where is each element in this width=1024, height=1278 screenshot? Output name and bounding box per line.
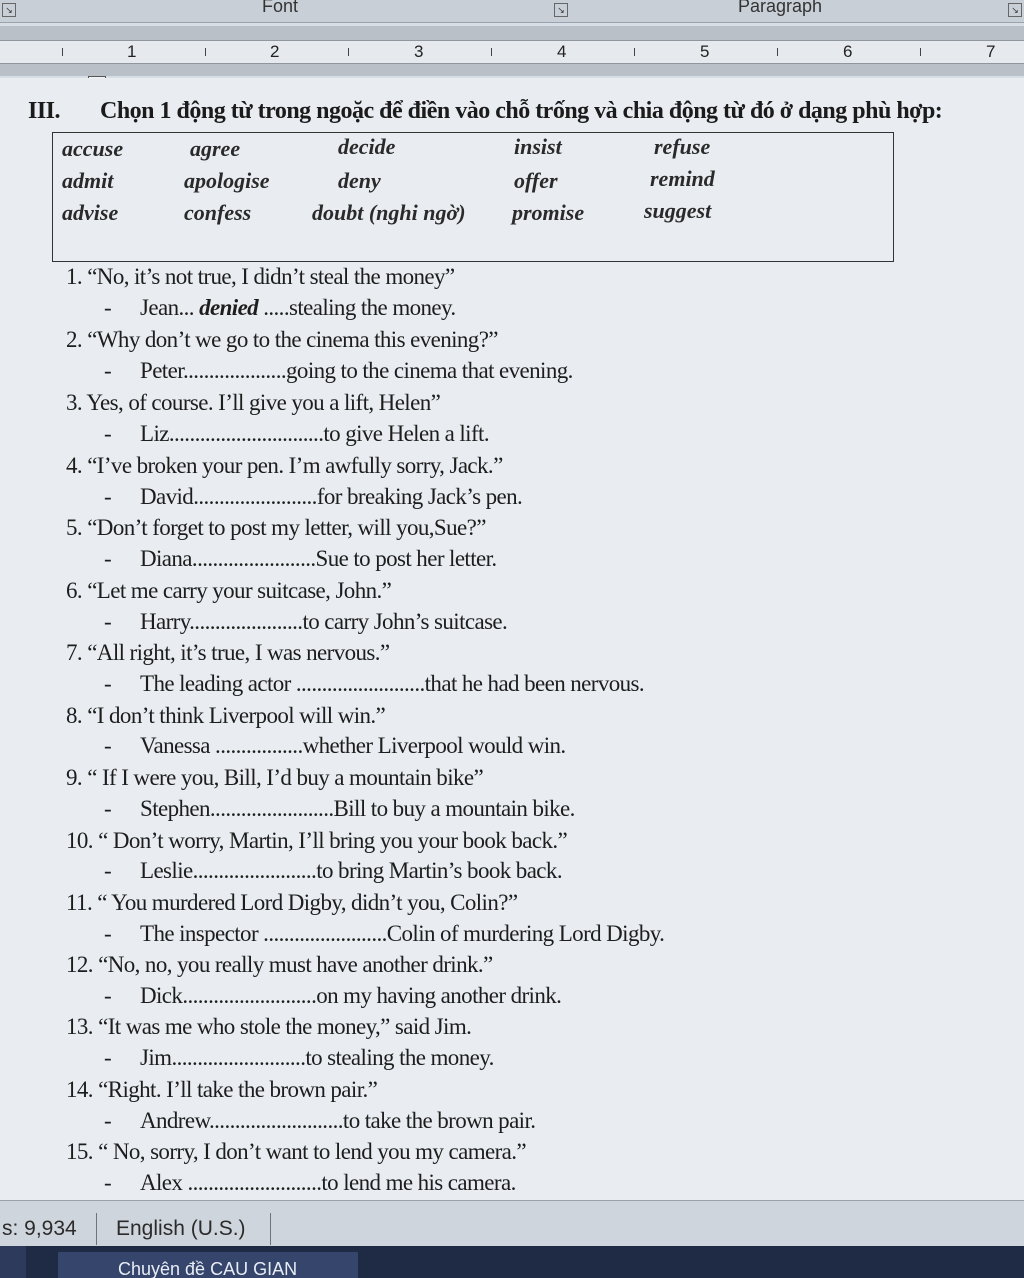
answer-blank[interactable]: .......................... bbox=[171, 1045, 306, 1070]
word-count[interactable]: s: 9,934 bbox=[2, 1217, 77, 1240]
answer-line-2: - Peter....................going to the cinema that evening. bbox=[104, 358, 573, 383]
ruler-tick bbox=[491, 48, 492, 56]
question-9: 9. “ If I were you, Bill, I’d buy a mountain bike” bbox=[66, 765, 484, 790]
question-13: 13. “It was me who stole the money,” said Jim. bbox=[66, 1014, 472, 1039]
ruler-tick bbox=[62, 48, 63, 56]
answer-blank[interactable]: ................. bbox=[209, 733, 303, 758]
answer-blank[interactable]: ........................ bbox=[192, 858, 317, 883]
answer-blank[interactable]: ......................... bbox=[290, 671, 425, 696]
font-dialog-launcher-icon[interactable]: ↘ bbox=[554, 3, 568, 17]
answer-blank[interactable]: .............................. bbox=[168, 421, 324, 446]
answer-blank[interactable]: ........................ bbox=[258, 921, 387, 946]
verb-word: advise bbox=[62, 200, 119, 225]
answer-line-10: - Leslie........................to bring Martin’s book back. bbox=[104, 858, 562, 883]
answer-blank[interactable]: .......................... bbox=[182, 1170, 322, 1195]
question-14: 14. “Right. I’ll take the brown pair.” bbox=[66, 1077, 378, 1102]
question-4: 4. “I’ve broken your pen. I’m awfully sorry, Jack.” bbox=[66, 453, 503, 478]
verb-word: deny bbox=[338, 168, 381, 193]
verb-word: admit bbox=[62, 168, 114, 193]
font-group-label: Font bbox=[262, 0, 299, 16]
answer-line-11: - The inspector ........................Colin of murdering Lord Digby. bbox=[104, 921, 665, 946]
question-2: 2. “Why don’t we go to the cinema this evening?” bbox=[66, 327, 498, 352]
ruler-number: 3 bbox=[414, 42, 424, 61]
answer-line-15: - Alex ..........................to lend me his camera. bbox=[104, 1170, 516, 1195]
answer-blank[interactable]: denied bbox=[199, 295, 259, 320]
language-indicator[interactable]: English (U.S.) bbox=[116, 1217, 246, 1240]
answer-line-6: - Harry......................to carry John’s suitcase. bbox=[104, 609, 508, 634]
exercise-instruction: Chọn 1 động từ trong ngoặc để điền vào chỗ trống và chia động từ đó ở dạng phù hợp: bbox=[100, 98, 943, 124]
answer-line-13: - Jim..........................to stealing the money. bbox=[104, 1045, 494, 1070]
verb-word: offer bbox=[514, 168, 558, 193]
ruler-band bbox=[0, 40, 1024, 64]
ruler-number: 2 bbox=[270, 42, 280, 61]
verb-word: accuse bbox=[62, 136, 124, 161]
taskbar-word-document[interactable]: Chuyên đề CAU GIAN bbox=[58, 1252, 358, 1278]
answer-line-3: - Liz..............................to give Helen a lift. bbox=[104, 421, 489, 446]
question-8: 8. “I don’t think Liverpool will win.” bbox=[66, 703, 386, 728]
ruler-number: 4 bbox=[557, 42, 567, 61]
start-icon[interactable] bbox=[0, 1246, 26, 1278]
answer-line-1: - Jean... denied .....stealing the money. bbox=[104, 295, 456, 320]
question-10: 10. “ Don’t worry, Martin, I’ll bring you your book back.” bbox=[66, 828, 568, 853]
verb-word: doubt (nghi ngờ) bbox=[312, 200, 466, 225]
verb-word: promise bbox=[512, 200, 585, 225]
question-6: 6. “Let me carry your suitcase, John.” bbox=[66, 578, 392, 603]
answer-line-4: - David........................for breaking Jack’s pen. bbox=[104, 484, 523, 509]
paragraph-group-label: Paragraph bbox=[738, 0, 823, 16]
verb-word: remind bbox=[650, 166, 715, 191]
answer-blank[interactable]: ........................ bbox=[191, 546, 316, 571]
status-bar bbox=[0, 1200, 1024, 1247]
ruler-tick bbox=[348, 48, 349, 56]
verb-word: apologise bbox=[184, 168, 270, 193]
answer-blank[interactable]: .................... bbox=[183, 358, 287, 383]
ruler-number: 1 bbox=[127, 42, 137, 61]
status-divider bbox=[270, 1213, 271, 1245]
ruler-number: 6 bbox=[843, 42, 853, 61]
horizontal-ruler[interactable] bbox=[0, 26, 1024, 76]
answer-blank[interactable]: ........................ bbox=[209, 796, 334, 821]
answer-blank[interactable]: .......................... bbox=[209, 1108, 343, 1133]
verb-word: decide bbox=[338, 134, 396, 159]
paragraph-dialog-launcher-icon[interactable]: ↘ bbox=[1008, 3, 1022, 17]
answer-line-9: - Stephen........................Bill to buy a mountain bike. bbox=[104, 796, 575, 821]
ribbon-bar bbox=[0, 0, 1024, 23]
verb-word: confess bbox=[184, 200, 252, 225]
status-divider bbox=[96, 1213, 97, 1245]
answer-blank[interactable]: .......................... bbox=[182, 983, 317, 1008]
question-3: 3. Yes, of course. I’ll give you a lift, Helen” bbox=[66, 390, 441, 415]
verb-word: refuse bbox=[654, 134, 711, 159]
ruler-tick bbox=[777, 48, 778, 56]
verb-box bbox=[52, 132, 894, 262]
ruler-tick bbox=[205, 48, 206, 56]
taskbar bbox=[0, 1246, 1024, 1278]
answer-line-14: - Andrew..........................to take the brown pair. bbox=[104, 1108, 536, 1133]
answer-line-8: - Vanessa .................whether Liverpool would win. bbox=[104, 733, 566, 758]
ruler-number: 5 bbox=[700, 42, 710, 61]
answer-line-12: - Dick..........................on my having another drink. bbox=[104, 983, 562, 1008]
ruler-tick bbox=[920, 48, 921, 56]
answer-line-7: - The leading actor .........................that he had been nervous. bbox=[104, 671, 645, 696]
exercise-heading bbox=[28, 98, 942, 125]
ruler-tick bbox=[634, 48, 635, 56]
verb-word: suggest bbox=[644, 198, 712, 223]
question-1: 1. “No, it’s not true, I didn’t steal the money” bbox=[66, 264, 455, 289]
verb-word: agree bbox=[190, 136, 241, 161]
dialog-launcher-icon[interactable]: ↘ bbox=[2, 3, 16, 17]
verb-word: insist bbox=[514, 134, 562, 159]
ruler-number: 7 bbox=[986, 42, 996, 61]
question-11: 11. “ You murdered Lord Digby, didn’t you, Colin?” bbox=[66, 890, 518, 915]
answer-line-5: - Diana........................Sue to post her letter. bbox=[104, 546, 497, 571]
question-15: 15. “ No, sorry, I don’t want to lend you my camera.” bbox=[66, 1139, 527, 1164]
answer-blank[interactable]: ...................... bbox=[189, 609, 303, 634]
question-5: 5. “Don’t forget to post my letter, will you,Sue?” bbox=[66, 515, 486, 540]
question-12: 12. “No, no, you really must have another drink.” bbox=[66, 952, 493, 977]
answer-blank[interactable]: ........................ bbox=[193, 484, 317, 509]
exercise-number: III. bbox=[28, 98, 61, 124]
question-7: 7. “All right, it’s true, I was nervous.” bbox=[66, 640, 390, 665]
